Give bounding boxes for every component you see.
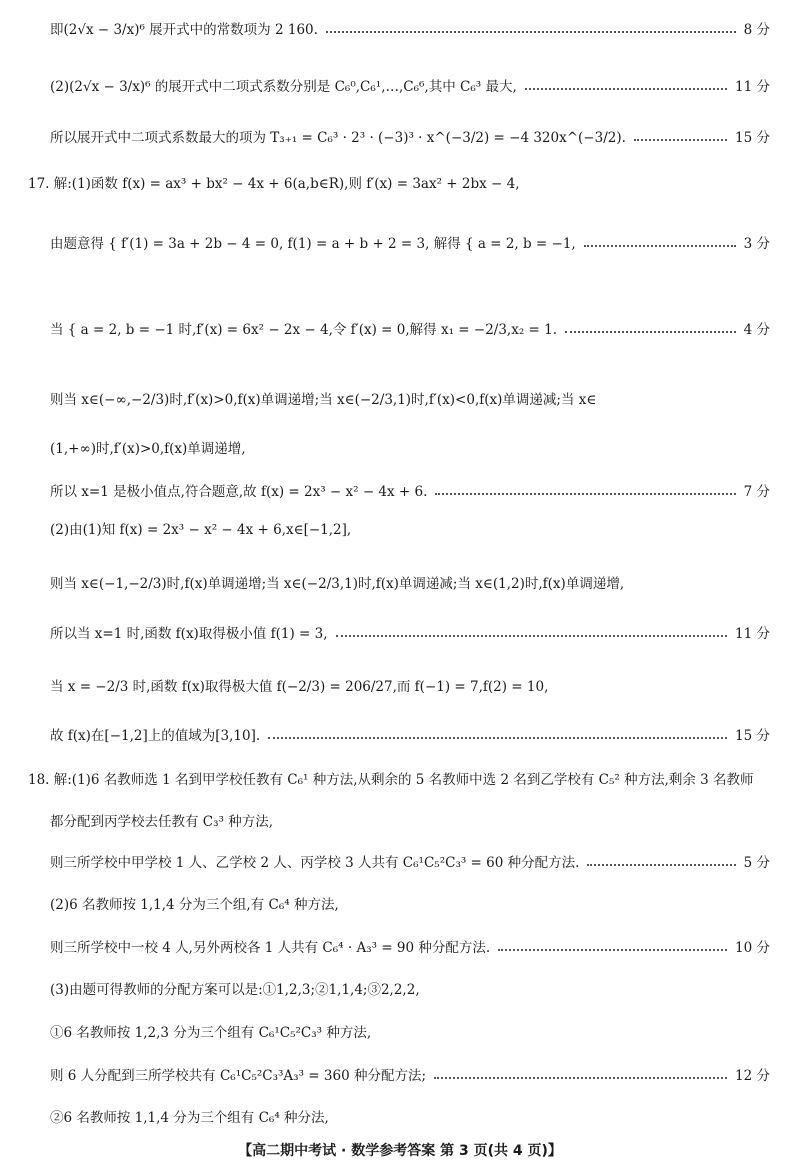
line-text: 都分配到丙学校去任教有 C₃³ 种方法, [50,814,274,830]
line-text: ①6 名教师按 1,2,3 分为三个组有 C₆¹C₅²C₃³ 种方法, [50,1025,372,1041]
line-text: 故 f(x)在[−1,2]上的值域为[3,10]. [50,728,261,744]
line-text: 则当 x∈(−1,−2/3)时,f(x)单调递增;当 x∈(−2/3,1)时,f(x)单调递减;当 x∈(1,2)时,f(x)单调递增, [50,576,625,592]
answer-line [50,810,770,830]
answer-line [50,1021,770,1041]
line-text: (3)由题可得教师的分配方案可以是:①1,2,3;②1,1,4;③2,2,2, [50,982,420,998]
answer-line [50,518,770,538]
dot-leader [434,1077,727,1079]
line-text: (2)6 名教师按 1,1,4 分为三个组,有 C₆⁴ 种方法, [50,897,339,913]
line-text: (1,+∞)时,f′(x)>0,f(x)单调递增, [50,441,246,457]
answer-line [50,1106,770,1126]
score-mark: 15 分 [735,728,770,744]
line-text: 即(2√x − 3/x)⁶ 展开式中的常数项为 2 160. [50,22,318,38]
line-text: 则三所学校中甲学校 1 人、乙学校 2 人、丙学校 3 人共有 C₆¹C₅²C₃³ = 60 种分配方法. [50,855,580,871]
line-text: (2)(2√x − 3/x)⁶ 的展开式中二项式系数分别是 C₆⁰,C₆¹,…,C₆⁶,其中 C₆³ 最大, [50,79,517,95]
answer-line [28,172,770,192]
answer-line [50,18,770,38]
answer-line [50,126,770,146]
dot-leader [268,737,727,739]
answer-line [50,893,770,913]
dot-leader [336,635,728,637]
line-text: 则当 x∈(−∞,−2/3)时,f′(x)>0,f(x)单调递增;当 x∈(−2/3,1)时,f′(x)<0,f(x)单调递减;当 x∈ [50,392,597,408]
dot-leader [584,245,736,247]
dot-leader [525,88,727,90]
line-text: 则三所学校中一校 4 人,另外两校各 1 人共有 C₆⁴ · A₃³ = 90 种分配方法. [50,940,491,956]
line-text: 17. 解:(1)函数 f(x) = ax³ + bx² − 4x + 6(a,b∈R),则 f′(x) = 3ax² + 2bx − 4, [28,176,520,192]
score-mark: 5 分 [743,855,770,871]
score-mark: 4 分 [743,322,770,338]
dot-leader [565,331,736,333]
score-mark: 11 分 [735,626,770,642]
answer-line [50,318,770,338]
answer-line [50,978,770,998]
answer-line [50,75,770,95]
answer-line [50,675,770,695]
dot-leader [435,493,735,495]
answer-line [50,232,770,252]
score-mark: 8 分 [743,22,770,38]
score-mark: 15 分 [735,130,770,146]
answer-line [50,851,770,871]
answer-line [50,480,770,500]
score-mark: 12 分 [735,1068,770,1084]
line-text: 由题意得 { f′(1) = 3a + 2b − 4 = 0, f(1) = a + b + 2 = 3, 解得 { a = 2, b = −1, [50,236,576,252]
answer-line [50,724,770,744]
line-text: 所以当 x=1 时,函数 f(x)取得极小值 f(1) = 3, [50,626,328,642]
score-mark: 11 分 [735,79,770,95]
dot-leader [634,139,727,141]
answer-line [50,572,770,592]
score-mark: 10 分 [735,940,770,956]
score-mark: 3 分 [743,236,770,252]
line-text: (2)由(1)知 f(x) = 2x³ − x² − 4x + 6,x∈[−1,2], [50,522,352,538]
answer-line [50,437,770,457]
line-text: 18. 解:(1)6 名教师选 1 名到甲学校任教有 C₆¹ 种方法,从剩余的 5 名教师中选 2 名到乙学校有 C₅² 种方法,剩余 3 名教师 [28,772,754,788]
dot-leader [498,949,727,951]
score-mark: 7 分 [743,484,770,500]
answer-line [50,1064,770,1084]
dot-leader [587,864,735,866]
page-footer: 【高二期中考试 · 数学参考答案 第 3 页(共 4 页)】 [238,1143,562,1159]
line-text: 所以展开式中二项式系数最大的项为 T₃₊₁ = C₆³ · 2³ · (−3)³ · x^(−3/2) = −4 320x^(−3/2). [50,130,626,146]
dot-leader [326,31,736,33]
answer-line [50,622,770,642]
answer-line [50,936,770,956]
line-text: ②6 名教师按 1,1,4 分为三个组有 C₆⁴ 种分法, [50,1110,329,1126]
answer-line [28,768,770,788]
line-text: 当 x = −2/3 时,函数 f(x)取得极大值 f(−2/3) = 206/27,而 f(−1) = 7,f(2) = 10, [50,679,549,695]
line-text: 当 { a = 2, b = −1 时,f′(x) = 6x² − 2x − 4,令 f′(x) = 0,解得 x₁ = −2/3,x₂ = 1. [50,322,558,338]
line-text: 所以 x=1 是极小值点,符合题意,故 f(x) = 2x³ − x² − 4x + 6. [50,484,428,500]
line-text: 则 6 人分配到三所学校共有 C₆¹C₅²C₃³A₃³ = 360 种分配方法; [50,1068,426,1084]
answer-line [50,388,770,408]
